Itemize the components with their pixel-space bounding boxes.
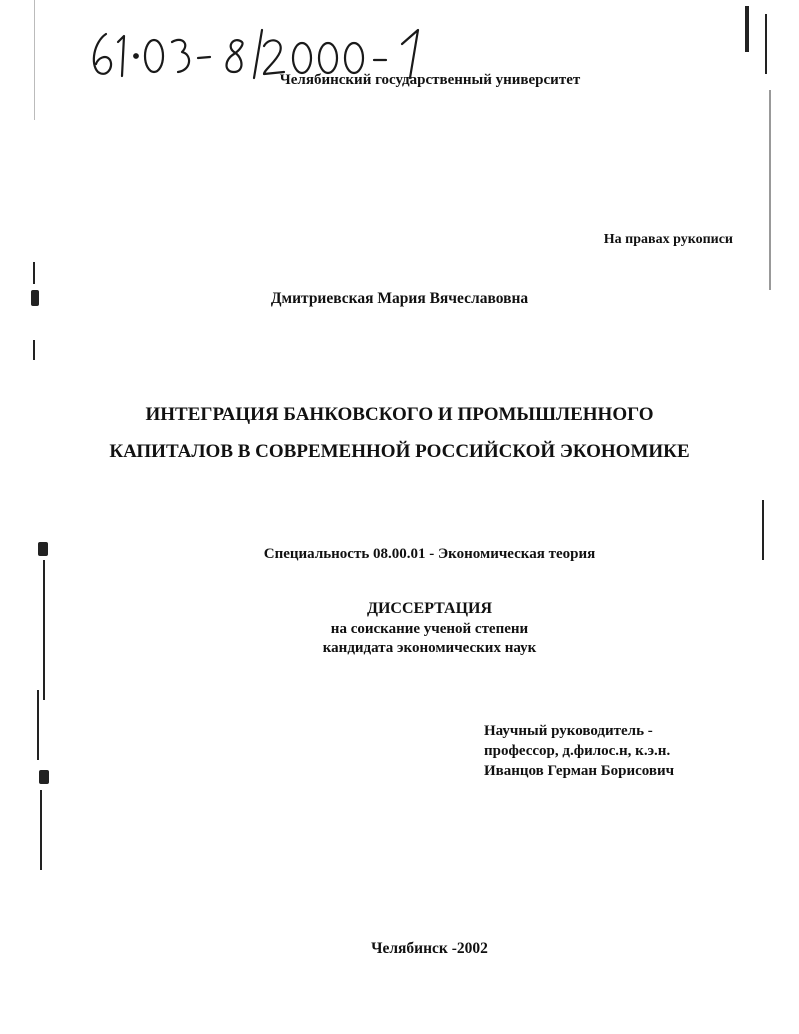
scan-artifact-left-7 [39,770,49,784]
supervisor-label: Научный руководитель - [484,723,653,739]
supervisor-name: Иванцов Герман Борисович [484,763,675,779]
university-name: Челябинский государственный университет [279,72,581,88]
scan-artifact-left-8 [40,790,42,870]
dissertation-title-line-1: ИНТЕГРАЦИЯ БАНКОВСКОГО И ПРОМЫШЛЕННОГО [145,404,654,425]
scan-artifact-right-2 [765,14,767,74]
supervisor-title: профессор, д.филос.н, к.э.н. [484,743,671,759]
degree-line-2: кандидата экономических наук [322,640,537,656]
specialty: Специальность 08.00.01 - Экономическая теория [263,546,596,562]
author-name: Дмитриевская Мария Вячеславовна [270,290,529,307]
scan-artifact-left-3 [33,340,35,360]
scan-artifact-right-3 [762,500,764,560]
scan-artifact-left-2 [31,290,39,306]
dissertation-title-line-2: КАПИТАЛОВ В СОВРЕМЕННОЙ РОССИЙСКОЙ ЭКОНОМИКЕ [109,441,690,462]
scan-artifact-left-6 [37,690,39,760]
document-type: ДИССЕРТАЦИЯ [366,600,493,617]
manuscript-rights-note: На правах рукописи [603,232,733,247]
scan-artifact-left-1 [33,262,35,284]
scan-artifact-left-4 [38,542,48,556]
city-year: Челябинск -2002 [371,940,488,957]
degree-line-1: на соискание ученой степени [330,621,529,637]
scan-artifact-top-line [34,0,35,120]
scan-artifact-left-5 [43,560,45,700]
scan-artifact-right-1 [745,6,749,52]
scan-artifact-right-4 [769,90,771,290]
